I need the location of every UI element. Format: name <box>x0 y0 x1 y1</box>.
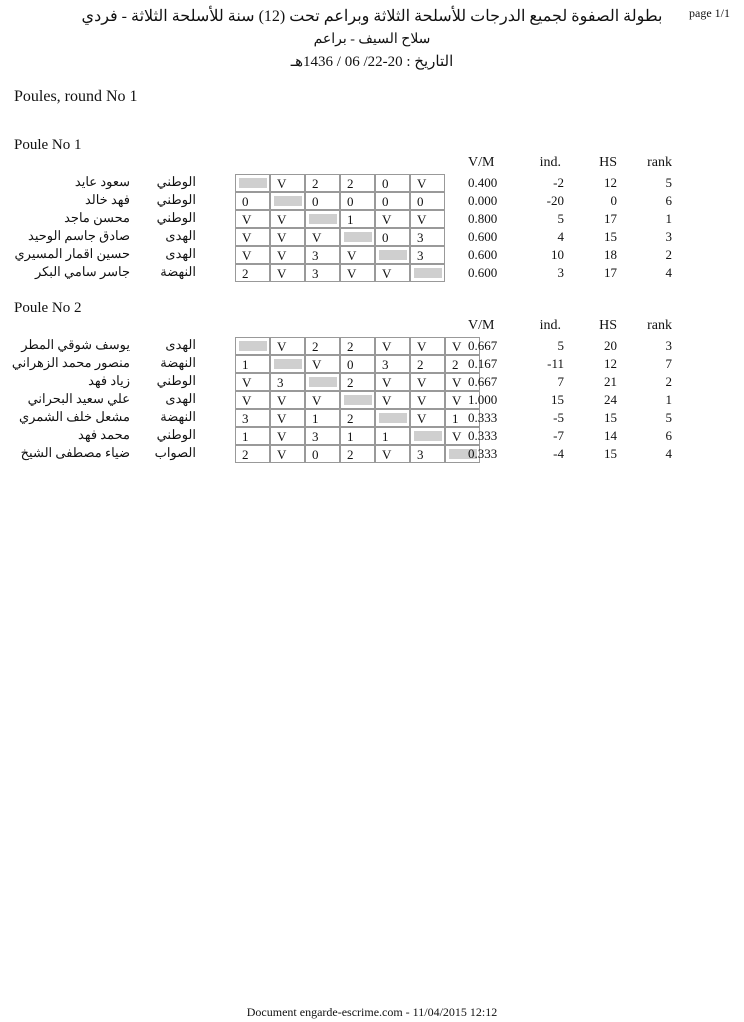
rank: 3 <box>665 338 672 353</box>
fencer-club: الوطني <box>156 192 196 207</box>
hits-scored: 24 <box>604 392 617 407</box>
bout-cell: V <box>445 337 480 355</box>
hits-scored: 12 <box>604 175 617 190</box>
bout-cell: V <box>270 445 305 463</box>
bout-cell: 0 <box>375 192 410 210</box>
fencer-club: الهدى <box>165 337 196 352</box>
hits-scored: 0 <box>610 193 617 208</box>
fencer-name: منصور محمد الزهراني <box>11 355 130 370</box>
fencer-row <box>0 246 744 264</box>
bout-cell: 1 <box>235 355 270 373</box>
bout-cell: V <box>340 246 375 264</box>
fencer-club: النهضة <box>160 264 196 279</box>
self-bout-shading <box>379 413 407 423</box>
fencer-row <box>0 391 744 409</box>
bout-cell: V <box>305 228 340 246</box>
bout-cell: V <box>270 427 305 445</box>
bout-cell: V <box>270 337 305 355</box>
victory-ratio: 0.333 <box>468 410 498 425</box>
rank: 5 <box>665 410 672 425</box>
indicator: -7 <box>553 428 564 443</box>
indicator: -2 <box>553 175 564 190</box>
fencer-club: الوطني <box>156 210 196 225</box>
bout-cell: 2 <box>340 174 375 192</box>
column-header-rank: rank <box>647 318 672 333</box>
bout-cell: V <box>410 391 445 409</box>
bout-cell-self <box>305 373 340 391</box>
bout-cell: V <box>445 391 480 409</box>
indicator: 7 <box>557 374 564 389</box>
bout-cell: V <box>375 373 410 391</box>
bout-cell: V <box>235 228 270 246</box>
document-date: التاريخ : 20-22/ 06 / 1436هـ <box>290 54 454 70</box>
indicator: -20 <box>546 193 564 208</box>
bout-cell: V <box>270 210 305 228</box>
fencer-name: جاسر سامي البكر <box>34 264 130 279</box>
bout-cell: V <box>305 355 340 373</box>
bout-cell: 0 <box>235 192 270 210</box>
bout-cell: 1 <box>340 427 375 445</box>
bout-cell: 3 <box>305 264 340 282</box>
bout-cell: V <box>270 264 305 282</box>
hits-scored: 18 <box>604 247 617 262</box>
document-title: بطولة الصفوة لجميع الدرجات للأسلحة الثلاثة وبراعم تحت (12) سنة للأسلحة الثلاثة - فردي <box>81 8 663 25</box>
column-header-hs: HS <box>599 155 617 170</box>
column-header-rank: rank <box>647 155 672 170</box>
bout-cell: 1 <box>375 427 410 445</box>
bout-cell: 2 <box>305 337 340 355</box>
bout-cell: V <box>410 409 445 427</box>
fencer-row <box>0 192 744 210</box>
bout-cell: 0 <box>375 228 410 246</box>
bout-cell: 1 <box>235 427 270 445</box>
hits-scored: 17 <box>604 211 617 226</box>
indicator: 3 <box>557 265 564 280</box>
fencer-club: الصواب <box>154 445 196 460</box>
bout-cell: 2 <box>340 373 375 391</box>
bout-cell-self <box>410 264 445 282</box>
rank: 3 <box>665 229 672 244</box>
indicator: -4 <box>553 446 564 461</box>
poule-title: Poule No 2 <box>14 300 82 316</box>
fencer-club: النهضة <box>160 355 196 370</box>
indicator: -5 <box>553 410 564 425</box>
fencer-club: الوطني <box>156 174 196 189</box>
rank: 5 <box>665 175 672 190</box>
bout-cell: 2 <box>235 264 270 282</box>
victory-ratio: 0.333 <box>468 428 498 443</box>
victory-ratio: 0.600 <box>468 265 498 280</box>
bout-cell: 0 <box>340 192 375 210</box>
indicator: 15 <box>551 392 564 407</box>
hits-scored: 15 <box>604 446 617 461</box>
bout-cell: 2 <box>340 445 375 463</box>
hits-scored: 20 <box>604 338 617 353</box>
indicator: -11 <box>547 356 564 371</box>
fencer-row <box>0 174 744 192</box>
fencer-club: الهدى <box>165 391 196 406</box>
bout-cell: V <box>270 409 305 427</box>
bout-cell-self <box>235 337 270 355</box>
bout-cell: V <box>375 264 410 282</box>
bout-cell: V <box>270 174 305 192</box>
self-bout-shading <box>239 341 267 351</box>
indicator: 4 <box>557 229 564 244</box>
rank: 4 <box>665 265 672 280</box>
rank: 2 <box>665 247 672 262</box>
bout-cell: 3 <box>305 427 340 445</box>
fencer-row <box>0 427 744 445</box>
victory-ratio: 0.800 <box>468 211 498 226</box>
bout-cell: V <box>235 391 270 409</box>
fencer-row <box>0 264 744 282</box>
self-bout-shading <box>379 250 407 260</box>
bout-cell: V <box>375 445 410 463</box>
fencer-name: فهد خالد <box>84 192 130 207</box>
self-bout-shading <box>344 232 372 242</box>
poule-title: Poule No 1 <box>14 137 82 153</box>
bout-cell-self <box>270 192 305 210</box>
self-bout-shading <box>274 196 302 206</box>
hits-scored: 15 <box>604 410 617 425</box>
bout-cell-self <box>375 246 410 264</box>
hits-scored: 14 <box>604 428 617 443</box>
bout-cell: 2 <box>235 445 270 463</box>
bout-cell-self <box>410 427 445 445</box>
fencer-row <box>0 445 744 463</box>
hits-scored: 21 <box>604 374 617 389</box>
bout-cell-self <box>270 355 305 373</box>
bout-cell: 2 <box>305 174 340 192</box>
fencer-club: الهدى <box>165 228 196 243</box>
bout-cell: 0 <box>305 445 340 463</box>
fencer-name: يوسف شوقي المطر <box>21 337 130 352</box>
fencer-row <box>0 337 744 355</box>
bout-cell-self <box>340 228 375 246</box>
victory-ratio: 0.333 <box>468 446 498 461</box>
rank: 2 <box>665 374 672 389</box>
hits-scored: 12 <box>604 356 617 371</box>
victory-ratio: 0.600 <box>468 247 498 262</box>
fencer-row <box>0 355 744 373</box>
rank: 4 <box>665 446 672 461</box>
round-title: Poules, round No 1 <box>14 88 138 105</box>
indicator: 5 <box>557 338 564 353</box>
bout-cell: 2 <box>340 337 375 355</box>
rank: 6 <box>665 193 672 208</box>
bout-cell: 3 <box>410 246 445 264</box>
bout-cell: V <box>410 373 445 391</box>
bout-cell: 2 <box>340 409 375 427</box>
bout-cell: V <box>445 427 480 445</box>
fencer-club: الهدى <box>165 246 196 261</box>
document-footer: Document engarde-escrime.com - 11/04/2015 12:12 <box>246 1005 498 1019</box>
victory-ratio: 0.600 <box>468 229 498 244</box>
bout-cell: V <box>235 210 270 228</box>
column-header-ind: ind. <box>539 318 561 333</box>
bout-cell: V <box>375 337 410 355</box>
bout-cell: 0 <box>410 192 445 210</box>
bout-cell: V <box>410 210 445 228</box>
self-bout-shading <box>239 178 267 188</box>
bout-cell: 0 <box>375 174 410 192</box>
bout-cell: 0 <box>340 355 375 373</box>
victory-ratio: 0.000 <box>468 193 498 208</box>
fencer-row <box>0 210 744 228</box>
victory-ratio: 0.400 <box>468 175 498 190</box>
bout-cell: 3 <box>270 373 305 391</box>
bout-cell: 1 <box>305 409 340 427</box>
bout-cell: 3 <box>375 355 410 373</box>
rank: 1 <box>665 392 672 407</box>
hits-scored: 15 <box>604 229 617 244</box>
victory-ratio: 0.667 <box>468 374 498 389</box>
fencer-name: حسين اقمار المسيري <box>14 246 130 261</box>
bout-cell-self <box>305 210 340 228</box>
bout-cell: V <box>270 391 305 409</box>
fencer-row <box>0 373 744 391</box>
bout-cell: 1 <box>445 409 480 427</box>
bout-cell: V <box>305 391 340 409</box>
bout-cell: V <box>270 228 305 246</box>
self-bout-shading <box>309 214 337 224</box>
self-bout-shading <box>414 431 442 441</box>
bout-cell: V <box>270 246 305 264</box>
self-bout-shading <box>309 377 337 387</box>
bout-cell-self <box>340 391 375 409</box>
bout-cell: V <box>235 246 270 264</box>
column-header-ind: ind. <box>539 155 561 170</box>
document-subtitle: سلاح السيف - براعم <box>313 32 431 47</box>
column-header-vm: V/M <box>468 155 495 170</box>
bout-cell: 3 <box>410 445 445 463</box>
victory-ratio: 0.667 <box>468 338 498 353</box>
fencer-name: مشعل خلف الشمري <box>18 409 130 424</box>
self-bout-shading <box>414 268 442 278</box>
column-header-vm: V/M <box>468 318 495 333</box>
rank: 1 <box>665 211 672 226</box>
fencer-club: الوطني <box>156 427 196 442</box>
bout-cell-self <box>235 174 270 192</box>
fencer-name: سعود عايد <box>74 174 130 189</box>
self-bout-shading <box>274 359 302 369</box>
bout-cell: V <box>375 391 410 409</box>
bout-cell: V <box>340 264 375 282</box>
self-bout-shading <box>344 395 372 405</box>
indicator: 10 <box>551 247 564 262</box>
fencer-name: ضياء مصطفى الشيخ <box>20 445 130 460</box>
bout-cell: 2 <box>410 355 445 373</box>
bout-cell: 1 <box>340 210 375 228</box>
fencer-club: الوطني <box>156 373 196 388</box>
fencer-club: النهضة <box>160 409 196 424</box>
bout-cell: V <box>235 373 270 391</box>
fencer-name: صادق جاسم الوحيد <box>28 228 130 243</box>
rank: 6 <box>665 428 672 443</box>
fencer-row <box>0 228 744 246</box>
rank: 7 <box>665 356 672 371</box>
bout-cell: V <box>410 174 445 192</box>
bout-cell: V <box>445 373 480 391</box>
fencer-name: علي سعيد البحراني <box>27 391 130 406</box>
fencer-name: محسن ماجد <box>64 210 130 225</box>
bout-cell: 3 <box>235 409 270 427</box>
page-number: page 1/1 <box>689 6 730 20</box>
column-header-hs: HS <box>599 318 617 333</box>
bout-cell: V <box>375 210 410 228</box>
bout-cell: 3 <box>305 246 340 264</box>
fencer-name: محمد فهد <box>78 427 130 442</box>
indicator: 5 <box>557 211 564 226</box>
bout-cell-self <box>375 409 410 427</box>
victory-ratio: 1.000 <box>468 392 498 407</box>
bout-cell: 2 <box>445 355 480 373</box>
bout-cell: 3 <box>410 228 445 246</box>
fencer-row <box>0 409 744 427</box>
fencer-name: زياد فهد <box>88 373 130 388</box>
bout-cell: 0 <box>305 192 340 210</box>
bout-cell: V <box>410 337 445 355</box>
hits-scored: 17 <box>604 265 617 280</box>
victory-ratio: 0.167 <box>468 356 498 371</box>
